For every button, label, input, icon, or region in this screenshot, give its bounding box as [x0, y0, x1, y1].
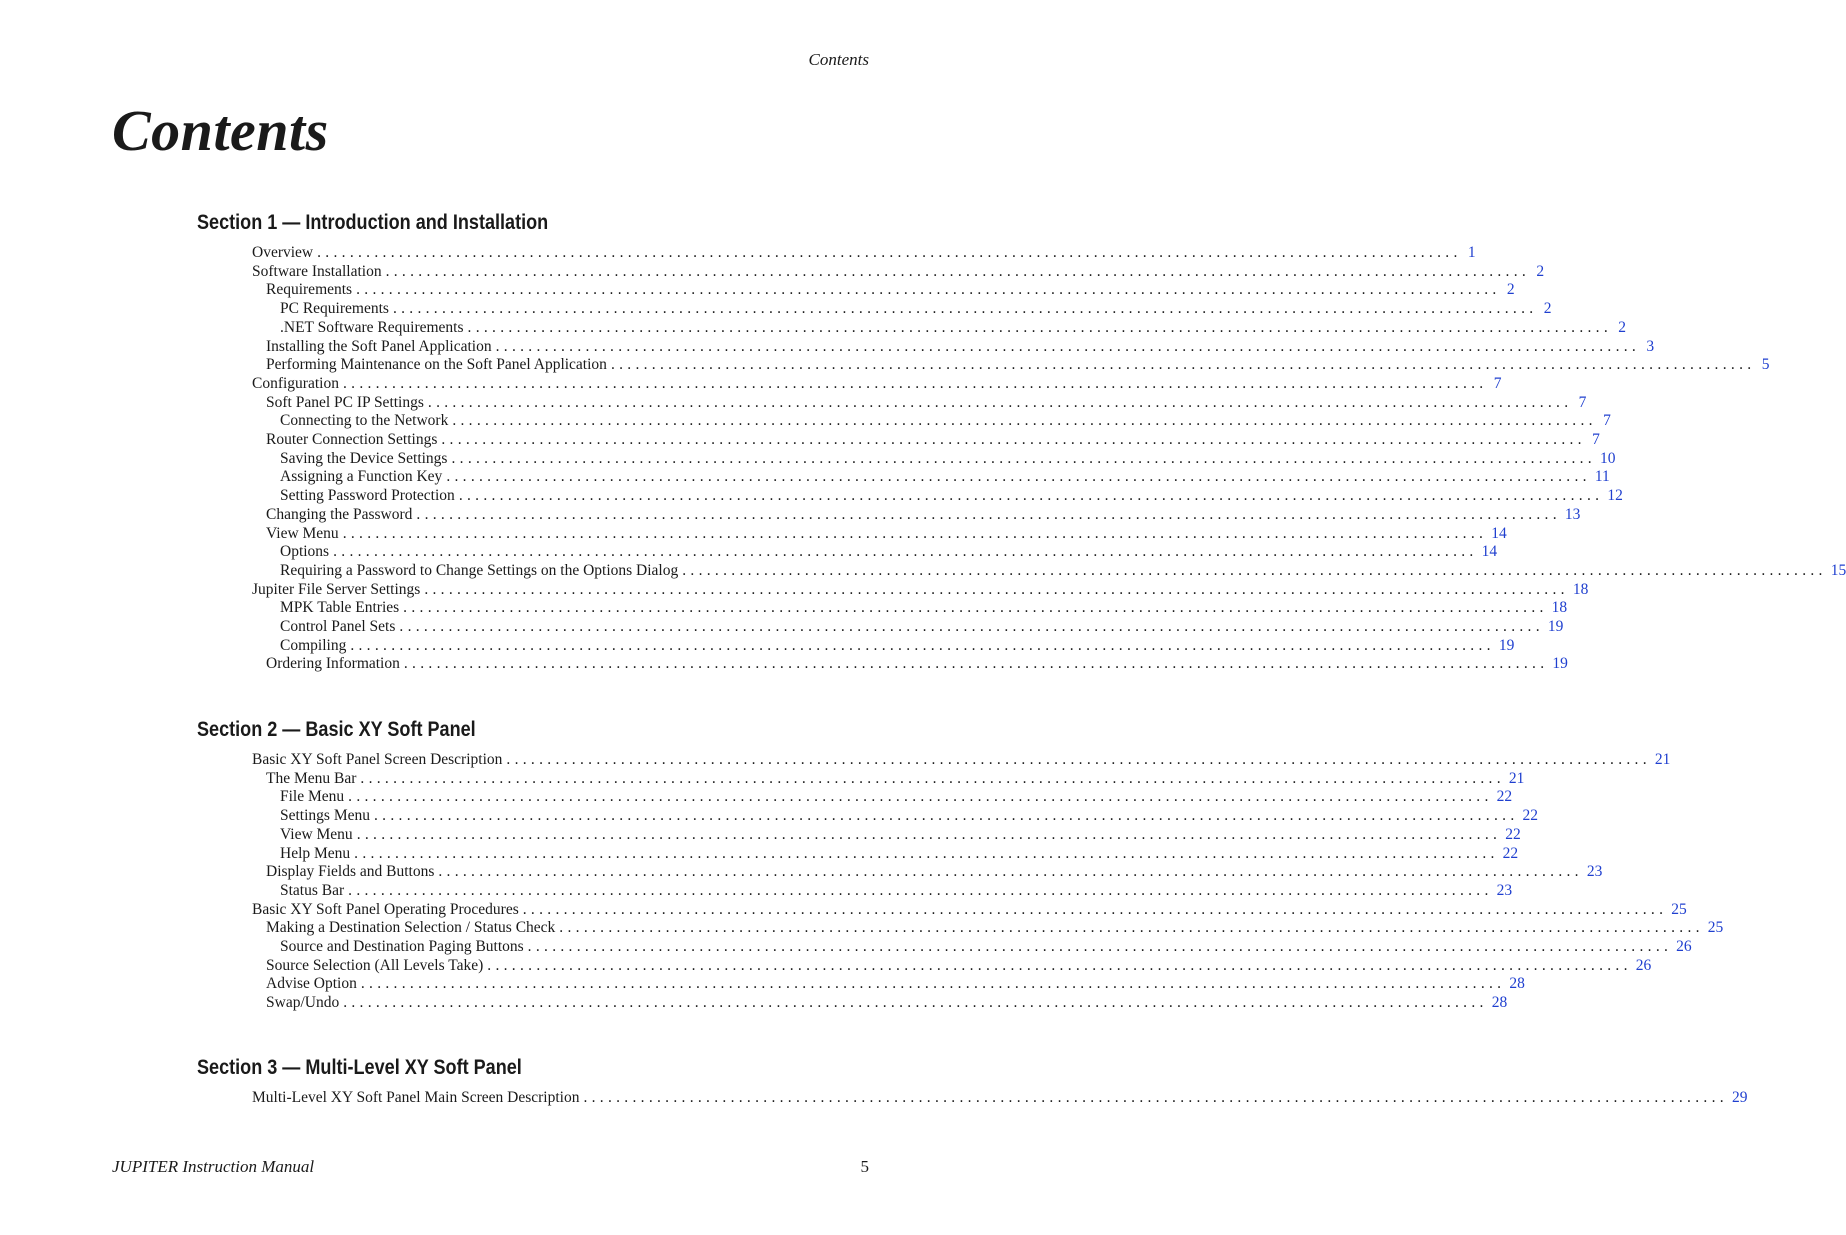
dot-leader: ............................................................................................................................................ [342, 524, 1488, 542]
toc-entry[interactable] [0, 956, 1652, 976]
toc-entry-line [266, 919, 1724, 938]
dot-leader: ............................................................................................................................................ [385, 262, 1531, 280]
toc-entry-label: MPK Table Entries [280, 599, 400, 617]
toc-entry-line [280, 844, 1519, 864]
toc-entry[interactable] [0, 769, 1525, 789]
toc-entry-line [266, 505, 1581, 525]
dot-leader: ............................................................................................................................................ [682, 561, 1827, 579]
dot-leader: ............................................................................................................................................ [583, 1089, 1728, 1106]
toc-entry[interactable] [0, 374, 1502, 394]
toc-entry-line [266, 769, 1525, 789]
toc-page-link[interactable]: 22 [1505, 825, 1521, 843]
toc-entry-line [280, 487, 1623, 506]
toc-page-link[interactable]: 19 [1552, 655, 1568, 673]
toc-entry[interactable] [0, 487, 1623, 506]
dot-leader: ............................................................................................................................................ [495, 337, 1641, 355]
toc-entry[interactable] [0, 300, 1552, 319]
dot-leader: ............................................................................................................................................ [343, 994, 1488, 1012]
dot-leader: ............................................................................................................................................ [374, 807, 1519, 825]
dot-leader: ............................................................................................................................................ [487, 956, 1632, 974]
dot-leader: ............................................................................................................................................ [333, 543, 1478, 561]
toc-page-link[interactable]: 14 [1481, 543, 1498, 561]
running-header: Contents [808, 50, 869, 69]
toc-entry-label: Software Installation [252, 262, 382, 280]
toc-entry-line [280, 468, 1610, 487]
toc-entry-label: Jupiter File Server Settings [252, 580, 421, 598]
toc-page-link[interactable]: 10 [1599, 449, 1616, 467]
toc-entry[interactable] [0, 1089, 1748, 1108]
toc-entry-label: View Menu [280, 825, 353, 843]
toc-entry-line [280, 449, 1616, 469]
toc-entry[interactable] [0, 262, 1545, 282]
footer-page-number: 5 [860, 1157, 869, 1176]
toc-entry-line [280, 636, 1515, 656]
toc-entry[interactable] [0, 975, 1525, 994]
toc-entry[interactable] [0, 505, 1581, 525]
toc-page-link[interactable]: 18 [1572, 580, 1589, 598]
toc-entry-line [280, 618, 1564, 637]
dot-leader: ............................................................................................................................................ [522, 900, 1668, 918]
dot-leader: ............................................................................................................................................ [348, 881, 1493, 899]
toc-page-link[interactable]: 2 [1543, 300, 1552, 318]
toc-entry[interactable] [0, 561, 1846, 581]
toc-entry-line [280, 412, 1611, 431]
toc-entry[interactable] [0, 318, 1627, 338]
dot-leader: ............................................................................................................................................ [317, 244, 1462, 261]
toc-entry[interactable] [0, 900, 1687, 920]
toc-entry-line [252, 244, 1476, 263]
dot-leader: ............................................................................................................................................ [403, 599, 1548, 617]
toc-entry-label: Router Connection Settings [266, 431, 438, 448]
toc-entry-line [280, 788, 1513, 807]
dot-leader: ............................................................................................................................................ [354, 844, 1499, 862]
toc-page-link[interactable]: 3 [1646, 337, 1655, 355]
dot-leader: ............................................................................................................................................ [424, 580, 1569, 598]
toc-entry-label: Requirements [266, 281, 353, 299]
toc-page-link[interactable]: 22 [1502, 844, 1519, 862]
toc-entry-label: Options [280, 543, 330, 561]
toc-entry-line [266, 524, 1507, 544]
toc-entry-label: Overview [252, 244, 314, 261]
toc-page-link[interactable]: 12 [1607, 487, 1623, 505]
toc-page-link[interactable]: 7 [1592, 431, 1600, 448]
section-heading: Section 3 — Multi-Level XY Soft Panel [197, 1056, 522, 1079]
dot-leader: ............................................................................................................................................ [559, 919, 1704, 937]
dot-leader: ............................................................................................................................................ [350, 636, 1495, 654]
toc-entry[interactable] [0, 412, 1611, 431]
toc-entry[interactable] [0, 751, 1671, 770]
dot-leader: ............................................................................................................................................ [438, 863, 1583, 881]
toc-entry-line [252, 751, 1671, 770]
section-heading: Section 2 — Basic XY Soft Panel [197, 718, 476, 741]
footer-manual-title: JUPITER Instruction Manual [112, 1157, 315, 1176]
toc-entry[interactable] [0, 938, 1692, 957]
toc-entry[interactable] [0, 431, 1600, 450]
toc-entry-label: Soft Panel PC IP Settings [266, 393, 424, 411]
toc-page-link[interactable]: 5 [1761, 356, 1770, 374]
toc-entry[interactable] [0, 863, 1603, 882]
toc-page-link[interactable]: 18 [1551, 599, 1568, 617]
toc-entry-label: Changing the Password [266, 505, 413, 523]
toc-page-link[interactable]: 13 [1564, 505, 1581, 523]
toc-entry-label: PC Requirements [280, 300, 389, 318]
toc-entry[interactable] [0, 825, 1521, 845]
toc-page-link[interactable]: 26 [1635, 956, 1652, 974]
toc-page-link[interactable]: 21 [1508, 769, 1525, 787]
toc-entry-line [266, 975, 1525, 994]
toc-entry-label: The Menu Bar [266, 769, 357, 787]
toc-entry-line [266, 655, 1568, 674]
toc-page-link[interactable]: 14 [1491, 524, 1507, 542]
dot-leader: ............................................................................................................................................ [610, 356, 1756, 374]
dot-leader: ............................................................................................................................................ [451, 449, 1596, 467]
toc-page-link[interactable]: 7 [1578, 393, 1587, 411]
dot-leader: ............................................................................................................................................ [342, 374, 1488, 392]
toc-entry-label: File Menu [280, 788, 345, 806]
toc-page-link[interactable]: 21 [1654, 751, 1671, 768]
toc-entry-label: Display Fields and Buttons [266, 863, 435, 881]
toc-entry-label: Making a Destination Selection / Status Check [266, 919, 556, 937]
toc-entry-label: Status Bar [280, 881, 345, 899]
toc-entry-label: Settings Menu [280, 807, 370, 825]
toc-page-link[interactable]: 15 [1830, 561, 1846, 579]
toc-entry-line [280, 543, 1498, 562]
toc-page-link[interactable]: 11 [1594, 468, 1610, 486]
toc-entry-line [252, 900, 1687, 920]
dot-leader: ............................................................................................................................................ [360, 975, 1506, 993]
page-title: Contents [112, 98, 329, 163]
toc-entry-label: Configuration [252, 374, 339, 392]
toc-entry-line [266, 393, 1587, 413]
toc-entry[interactable] [0, 524, 1507, 544]
dot-leader: ............................................................................................................................................ [467, 318, 1613, 336]
toc-entry-line [280, 561, 1846, 581]
toc-entry-label: Source Selection (All Levels Take) [266, 956, 484, 974]
toc-entry-line [252, 262, 1545, 282]
dot-leader: ............................................................................................................................................ [356, 281, 1501, 299]
toc-entry-label: Compiling [280, 636, 347, 654]
toc-entry-label: Basic XY Soft Panel Operating Procedures [252, 900, 519, 918]
toc-page-link[interactable]: 28 [1491, 994, 1508, 1012]
toc-entry-label: Installing the Soft Panel Application [266, 337, 492, 355]
toc-entry-line [266, 281, 1515, 300]
toc-entry[interactable] [0, 618, 1564, 637]
toc-page-link[interactable]: 25 [1707, 919, 1724, 937]
dot-leader: ............................................................................................................................................ [527, 938, 1673, 955]
toc-entry-label: Swap/Undo [266, 994, 340, 1012]
dot-leader: ............................................................................................................................................ [441, 431, 1586, 448]
toc-entry[interactable] [0, 807, 1538, 826]
toc-entry-line [252, 374, 1502, 394]
toc-entry-line [280, 599, 1568, 618]
toc-entry-label: Connecting to the Network [280, 412, 449, 430]
toc-entry[interactable] [0, 881, 1513, 901]
toc-entry-label: Multi-Level XY Soft Panel Main Screen Description [252, 1089, 580, 1106]
toc-page-link[interactable]: 2 [1506, 281, 1515, 299]
toc-page-link[interactable]: 2 [1536, 262, 1545, 280]
toc-entry[interactable] [0, 449, 1616, 469]
toc-entry[interactable] [0, 599, 1568, 618]
toc-entry-line [266, 863, 1603, 882]
toc-entry-line [280, 300, 1552, 319]
toc-entry[interactable] [0, 788, 1513, 807]
toc-page-link[interactable]: 1 [1467, 244, 1476, 261]
toc-entry-label: Performing Maintenance on the Soft Panel Application [266, 356, 607, 374]
toc-entry-line [280, 938, 1692, 957]
toc-entry-label: Requiring a Password to Change Settings on the Options Dialog [280, 561, 679, 579]
dot-leader: ............................................................................................................................................ [458, 487, 1604, 505]
toc-page-link[interactable]: 23 [1586, 863, 1603, 881]
toc-page-link[interactable]: 25 [1671, 900, 1687, 918]
toc-entry[interactable] [0, 468, 1610, 487]
toc-entry-line [280, 825, 1521, 845]
toc-page-link[interactable]: 28 [1509, 975, 1525, 993]
toc-entry[interactable] [0, 393, 1587, 413]
toc-entry[interactable] [0, 919, 1724, 938]
dot-leader: ............................................................................................................................................ [356, 825, 1502, 843]
toc-entry-line [252, 580, 1589, 600]
toc-entry[interactable] [0, 543, 1498, 562]
toc-entry-label: Setting Password Protection [280, 487, 455, 505]
toc-entry-label: Saving the Device Settings [280, 449, 448, 467]
toc-entry[interactable] [0, 844, 1519, 864]
toc-entry[interactable] [0, 636, 1515, 656]
toc-entry-label: View Menu [266, 524, 339, 542]
dot-leader: ............................................................................................................................................ [392, 300, 1538, 318]
section-heading: Section 1 — Introduction and Installation [197, 211, 549, 234]
toc-page-link[interactable]: 29 [1731, 1089, 1748, 1106]
toc-entry[interactable] [0, 994, 1508, 1013]
toc-entry[interactable] [0, 580, 1589, 600]
toc-page-link[interactable]: 26 [1676, 938, 1692, 955]
toc-page-link[interactable]: 2 [1618, 318, 1627, 336]
toc-entry-line [280, 807, 1538, 826]
dot-leader: ............................................................................................................................................ [348, 788, 1493, 806]
dot-leader: ............................................................................................................................................ [399, 618, 1544, 635]
toc-entry[interactable] [0, 244, 1476, 263]
dot-leader: ............................................................................................................................................ [416, 505, 1561, 523]
dot-leader: ............................................................................................................................................ [427, 393, 1573, 411]
toc-entry[interactable] [0, 356, 1770, 375]
toc-entry-label: Advise Option [266, 975, 357, 993]
toc-entry-line [266, 337, 1655, 357]
toc-entry[interactable] [0, 337, 1655, 357]
toc-entry[interactable] [0, 655, 1568, 674]
toc-entry-label: Ordering Information [266, 655, 400, 673]
toc-entry-label: Control Panel Sets [280, 618, 396, 635]
toc-entry-label: Basic XY Soft Panel Screen Description [252, 751, 503, 768]
toc-page-link[interactable]: 19 [1547, 618, 1564, 635]
toc-entry[interactable] [0, 281, 1515, 300]
toc-page-link[interactable]: 23 [1496, 881, 1513, 899]
toc-entry-line [266, 431, 1600, 450]
toc-entry-line [266, 994, 1508, 1013]
toc-entry-line [280, 318, 1627, 338]
toc-page-link[interactable]: 22 [1522, 807, 1538, 825]
toc-entry-label: Source and Destination Paging Buttons [280, 938, 524, 955]
toc-entry-label: Help Menu [280, 844, 351, 862]
toc-entry-label: .NET Software Requirements [280, 318, 464, 336]
dot-leader: ............................................................................................................................................ [446, 468, 1591, 486]
toc-page-link[interactable]: 22 [1496, 788, 1513, 806]
toc-entry-line [280, 881, 1513, 901]
toc-entry-line [266, 356, 1770, 375]
toc-page-link[interactable]: 7 [1493, 374, 1502, 392]
toc-entry-line [266, 956, 1652, 976]
toc-entry-line [252, 1089, 1748, 1108]
toc-page-link[interactable]: 19 [1498, 636, 1515, 654]
dot-leader: ............................................................................................................................................ [403, 655, 1549, 673]
toc-page-link[interactable]: 7 [1603, 412, 1611, 430]
toc-entry-label: Assigning a Function Key [280, 468, 443, 486]
dot-leader: ............................................................................................................................................ [360, 769, 1505, 787]
dot-leader: ............................................................................................................................................ [452, 412, 1597, 430]
dot-leader: ............................................................................................................................................ [506, 751, 1651, 768]
